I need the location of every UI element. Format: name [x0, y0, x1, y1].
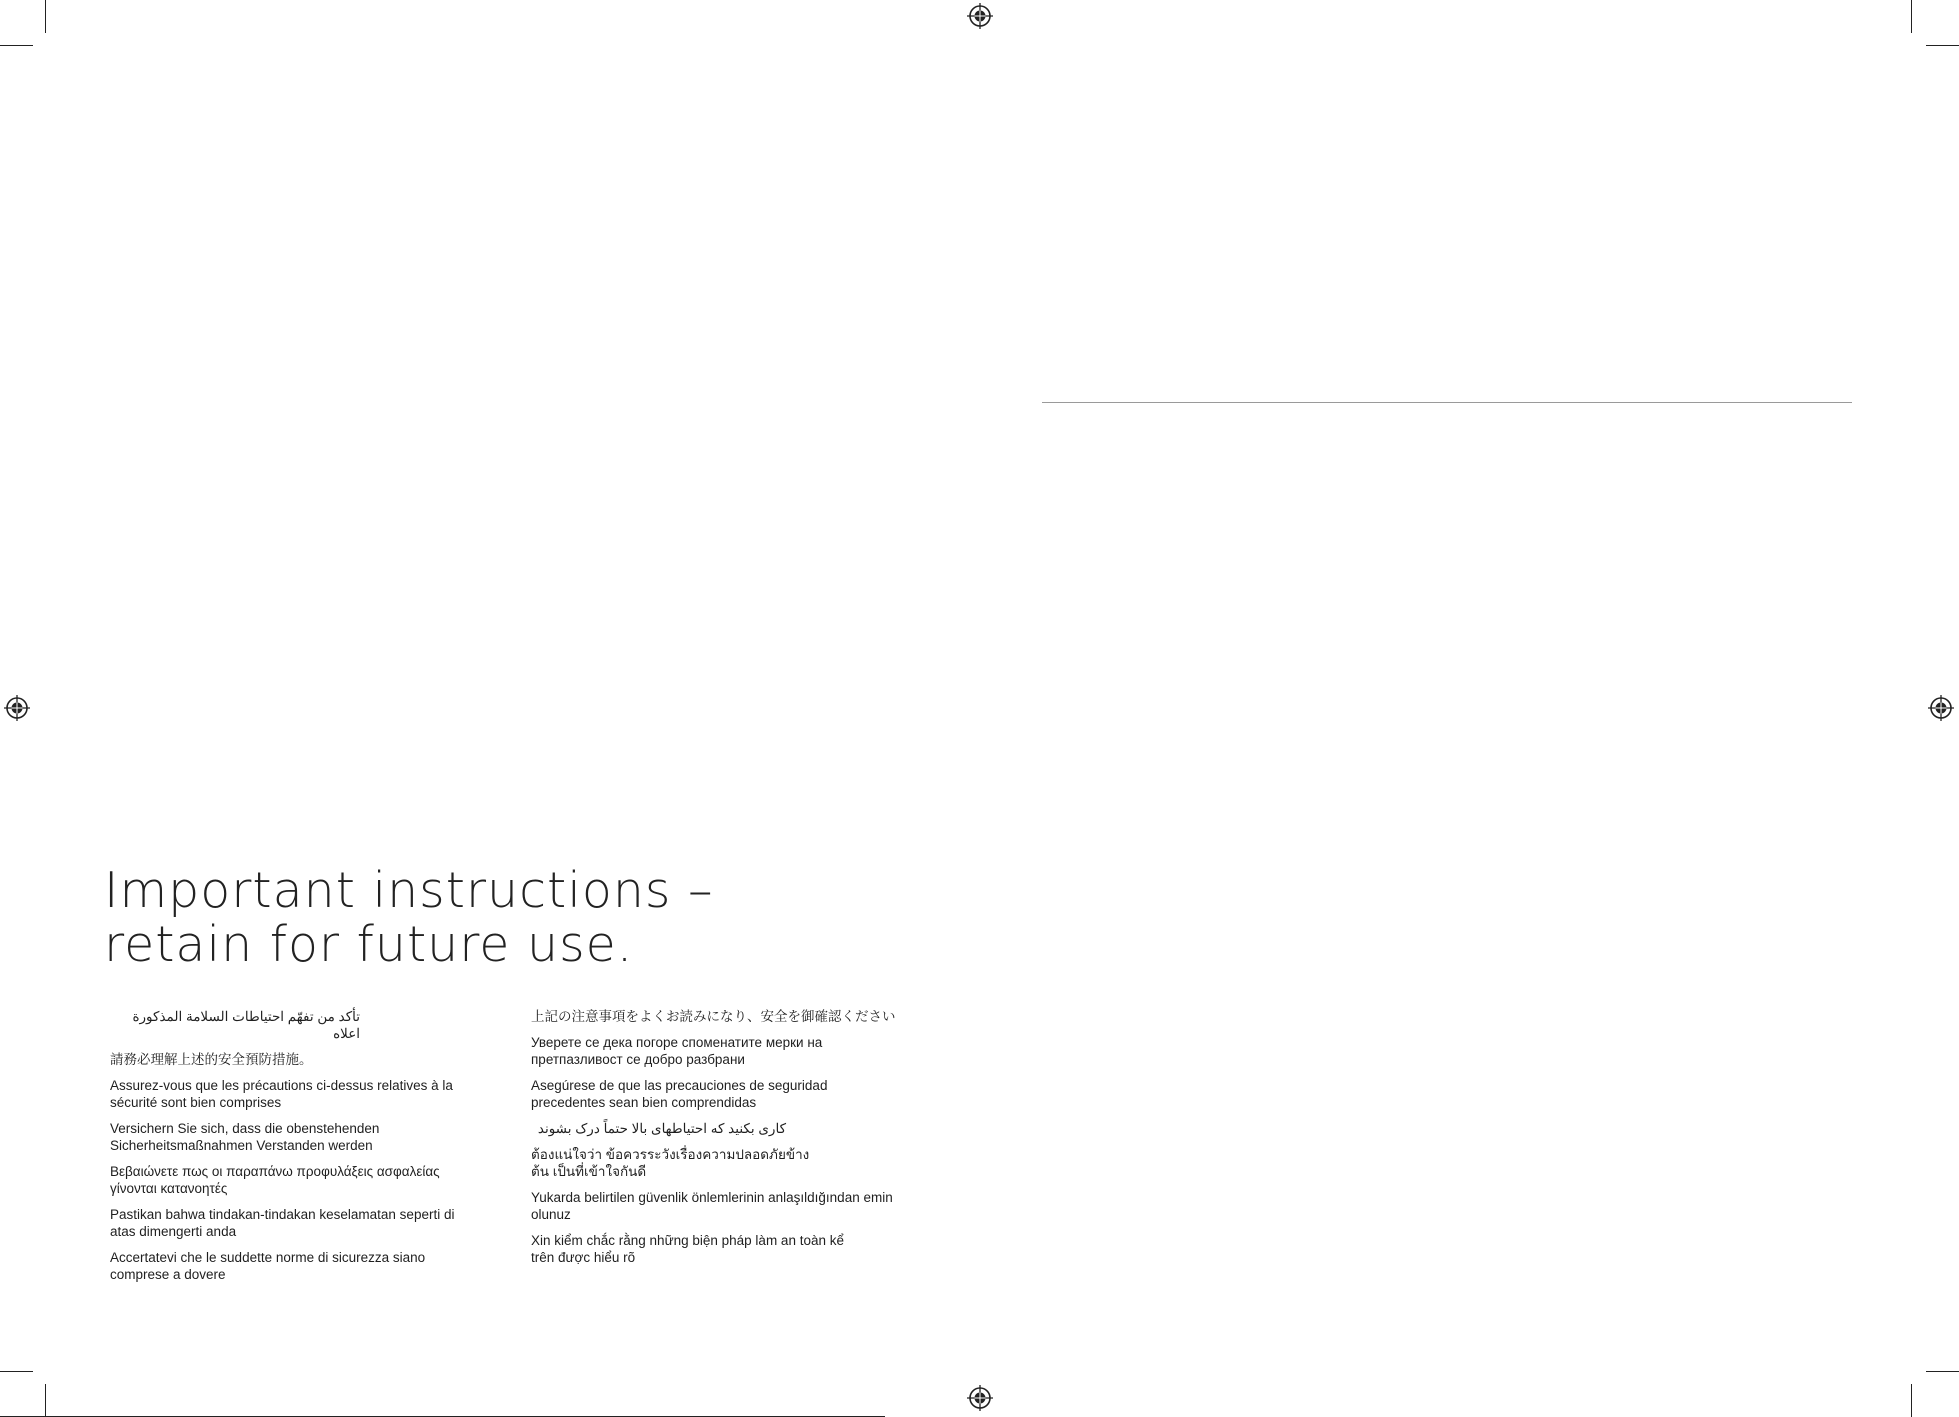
- registration-mark-right: [1926, 693, 1956, 723]
- safety-note-persian: کاری بکنید که احتیاطهای بالا حتماً درک بشوند: [537, 1121, 786, 1136]
- crop-mark-bottom-right-vertical: [1911, 1384, 1912, 1417]
- safety-note-turkish: Yukarda belirtilen güvenlik önlemlerinin anlaşıldığından emin olunuz: [531, 1190, 893, 1222]
- crop-mark-top-right-vertical: [1911, 0, 1912, 33]
- safety-note-spanish: Asegúrese de que las precauciones de seguridad precedentes sean bien comprendidas: [531, 1078, 828, 1110]
- heading-line-1: Important instructions –: [104, 862, 714, 919]
- crop-mark-bottom-right-horizontal: [1926, 1371, 1959, 1372]
- safety-note-macedonian: Уверете се дека погоре споменатите мерки на претпазливост се добро разбрани: [531, 1035, 823, 1067]
- safety-notes-left-column: [110, 1008, 530, 1292]
- safety-note-indonesian: Pastikan bahwa tindakan-tindakan keselamatan seperti di atas dimengerti anda: [110, 1207, 455, 1239]
- safety-note-arabic: تأكد من تفهّم احتياطات السلامة المذكورة اعلاه: [132, 1009, 360, 1041]
- registration-mark-top: [965, 1, 995, 31]
- registration-mark-left: [2, 693, 32, 723]
- crop-mark-top-left-vertical: [45, 0, 46, 33]
- safety-note-chinese: 請務必理解上述的安全預防措施。: [110, 1052, 313, 1067]
- safety-note-vietnamese: Xin kiểm chắc rằng những biện pháp làm an toàn kể trên được hiểu rõ: [531, 1233, 844, 1265]
- registration-mark-bottom: [965, 1383, 995, 1413]
- page-heading: [104, 864, 714, 972]
- safety-note-italian: Accertatevi che le suddette norme di sicurezza siano comprese a dovere: [110, 1250, 426, 1282]
- heading-line-2: retain for future use.: [104, 916, 634, 973]
- crop-mark-bottom-left-vertical: [45, 1384, 46, 1417]
- safety-note-french: Assurez-vous que les précautions ci-dessus relatives à la sécurité sont bien comprises: [110, 1078, 453, 1110]
- safety-note-greek: Βεβαιώνετε πως οι παραπάνω προφυλάξεις ασφαλείας γίνονται κατανοητές: [110, 1164, 440, 1196]
- safety-note-japanese: 上記の注意事項をよくお読みになり、安全を御確認ください: [531, 1009, 896, 1024]
- crop-mark-top-left-horizontal: [0, 45, 33, 46]
- safety-notes-right-column: [531, 1008, 916, 1275]
- safety-note-german: Versichern Sie sich, dass die obenstehenden Sicherheitsmaßnahmen Verstanden werden: [110, 1121, 380, 1153]
- crop-mark-top-right-horizontal: [1926, 45, 1959, 46]
- crop-mark-bottom-left-horizontal: [0, 1371, 33, 1372]
- safety-note-thai: ต้องแน่ใจว่า ข้อควรระวังเรื่องความปลอดภัยข้างต้น เป็นที่เข้าใจกันดี: [531, 1147, 810, 1179]
- divider-rule: [1042, 402, 1852, 403]
